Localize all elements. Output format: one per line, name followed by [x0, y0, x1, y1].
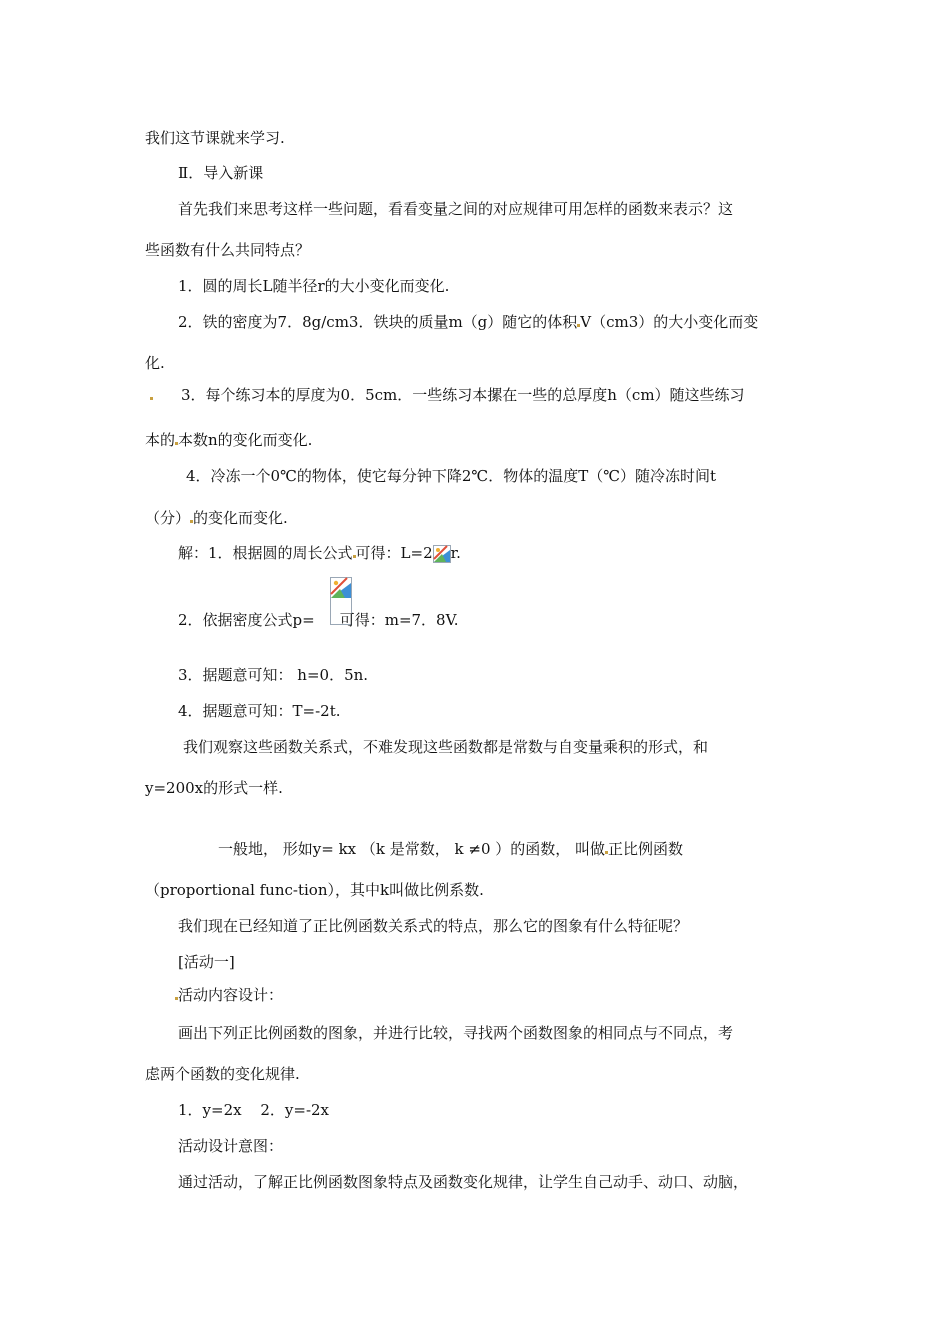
text-line: 4．冷冻一个0℃的物体，使它每分钟下降2℃．物体的温度T（℃）随冷冻时间t [186, 467, 717, 485]
text-segment: 的变化而变化. [193, 509, 288, 527]
text-segment: 3．每个练习本的厚度为0．5cm．一些练习本摞在一些的总厚度h（cm）随这些练习 [181, 386, 745, 404]
text-line [175, 985, 283, 1005]
text-line: 我们这节课就来学习. [145, 129, 285, 147]
text-line: [活动一] [178, 953, 235, 971]
text-line: 些函数有什么共同特点？ [145, 241, 311, 259]
text-line: （proportional func-tion），其中k叫做比例系数. [145, 881, 484, 899]
text-segment: 2．依据密度公式p= [178, 611, 315, 629]
text-line: y=200x的形式一样. [145, 779, 283, 797]
text-segment: 可得：m=7．8V. [339, 611, 459, 629]
text-line: 4．据题意可知：T=-2t. [178, 702, 341, 720]
text-line: 通过活动，了解正比例函数图象特点及函数变化规律，让学生自己动手、动口、动脑， [178, 1173, 749, 1191]
text-line [178, 312, 758, 332]
definition-term: 正比例函数 [608, 840, 684, 858]
text-line [218, 839, 683, 859]
pi-image-icon [433, 545, 451, 563]
text-line [145, 430, 312, 450]
text-segment: r. [450, 544, 461, 562]
text-line: 3．据题意可知： h=0．5n. [178, 666, 369, 684]
text-segment: 本的 [145, 431, 176, 449]
text-line: 1．y=2x 2．y=-2x [178, 1101, 330, 1119]
text-segment: 活动内容设计： [178, 986, 284, 1004]
text-segment: 一般地， 形如y= kx （k 是常数， k ≠0 ）的函数， 叫做 [218, 840, 606, 858]
text-segment: （分） [145, 509, 191, 527]
text-line [178, 610, 459, 630]
text-line [145, 508, 288, 528]
marker-dot [150, 397, 153, 400]
text-line: 活动设计意图： [178, 1137, 284, 1155]
text-segment: 解：1．根据圆的周长公式 [178, 544, 353, 562]
text-segment: 2．铁的密度为7．8g/cm3．铁块的质量m（g）随它的体积 [178, 313, 578, 331]
text-line: 我们现在已经知道了正比例函数关系式的特点，那么它的图象有什么特征呢？ [178, 917, 689, 935]
text-line: 化. [145, 354, 165, 372]
text-line: 我们观察这些函数关系式，不难发现这些函数都是常数与自变量乘积的形式，和 [183, 738, 709, 756]
text-line: 画出下列正比例函数的图象，并进行比较，寻找两个函数图象的相同点与不同点，考 [178, 1024, 734, 1042]
text-segment: V（cm3）的大小变化而变 [580, 313, 759, 331]
text-line: 1．圆的周长L随半径r的大小变化而变化. [178, 277, 450, 295]
text-line [178, 543, 461, 563]
text-line: 虑两个函数的变化规律. [145, 1065, 300, 1083]
section-heading: Ⅱ．导入新课 [178, 164, 264, 182]
text-line [150, 385, 745, 405]
text-line: 首先我们来思考这样一些问题，看看变量之间的对应规律可用怎样的函数来表示？这 [178, 200, 734, 218]
text-segment: 可得：L=2 [355, 544, 433, 562]
text-segment: 本数n的变化而变化. [178, 431, 313, 449]
